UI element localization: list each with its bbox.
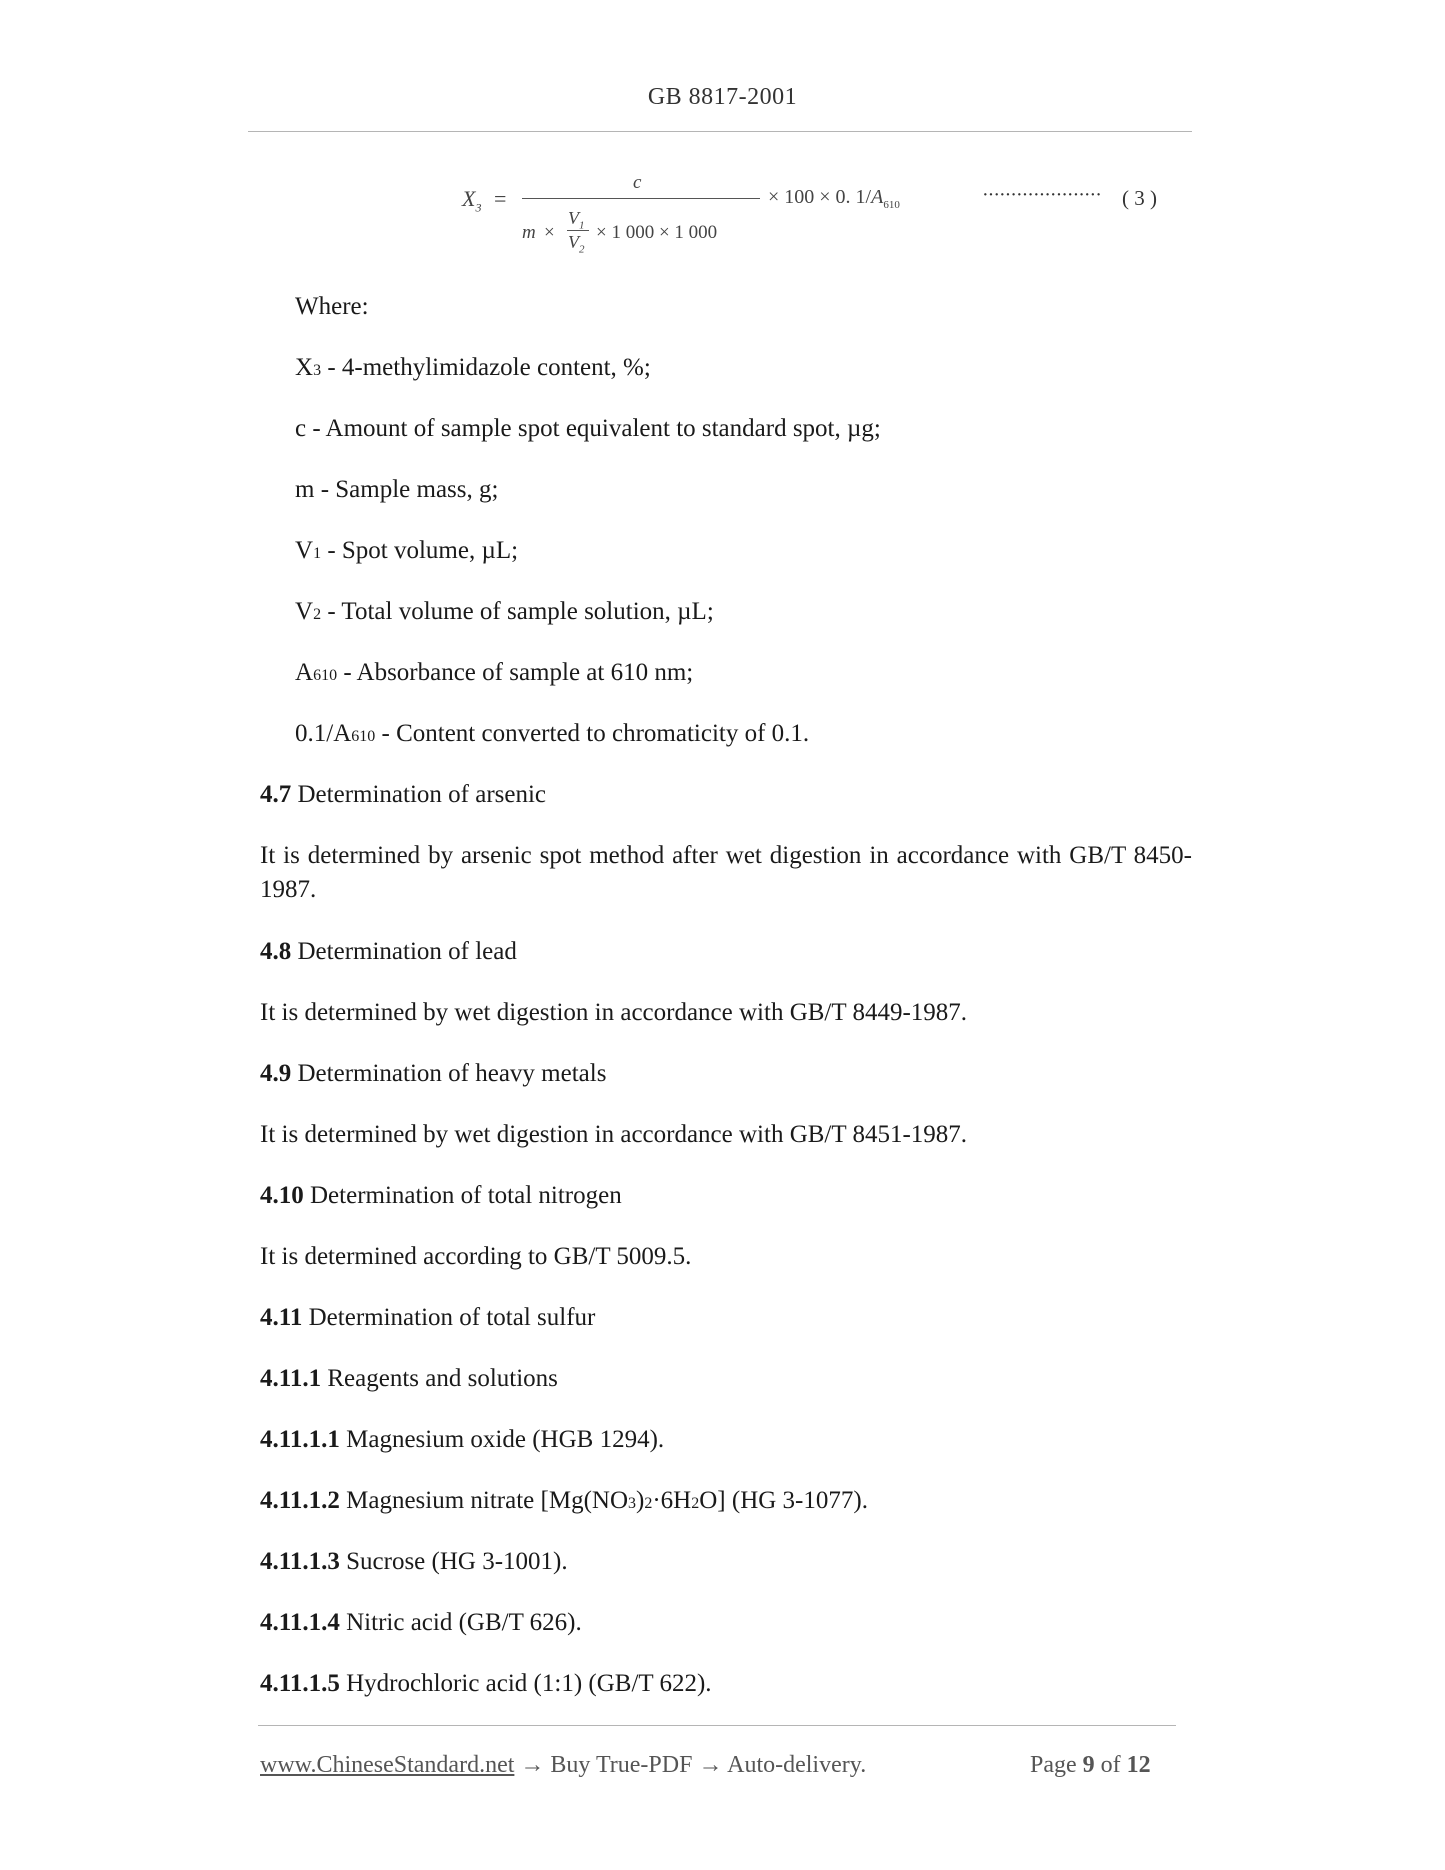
section-4-8-text: It is determined by wet digestion in accordance with GB/T 8449-1987. <box>260 999 968 1026</box>
def-a610: A610 - Absorbance of sample at 610 nm; <box>295 659 694 686</box>
formula-lhs: $X_3$ <box>462 186 482 215</box>
def-v1: V1 - Spot volume, µL; <box>295 537 519 564</box>
section-4-11-1-3: 4.11.1.3 Sucrose (HG 3-1001). <box>260 1548 568 1575</box>
def-c: c - Amount of sample spot equivalent to standard spot, µg; <box>295 415 881 442</box>
section-4-11-1-1: 4.11.1.1 Magnesium oxide (HGB 1294). <box>260 1426 665 1453</box>
section-4-8-heading: 4.8 Determination of lead <box>260 938 517 965</box>
formula-3: $X_3$ = c m × $V_1$ $V_2$ × 1 000 × 1 000 × 100 × 0. $1/A_{610}$ ····················· ( 3 ) <box>462 172 1157 256</box>
footer-divider <box>258 1725 1176 1726</box>
def-v2: V2 - Total volume of sample solution, µL; <box>295 598 714 625</box>
section-4-7-heading: 4.7 Determination of arsenic <box>260 781 547 808</box>
section-4-11-1-5: 4.11.1.5 Hydrochloric acid (1:1) (GB/T 622). <box>260 1670 712 1697</box>
header-divider <box>248 131 1192 132</box>
section-4-10-heading: 4.10 Determination of total nitrogen <box>260 1182 622 1209</box>
section-4-10-text: It is determined according to GB/T 5009.5. <box>260 1243 692 1270</box>
formula-tail: × 100 × 0. $1/A_{610}$ <box>768 186 900 211</box>
formula-leader-dots: ····················· <box>982 184 1101 206</box>
page-indicator: Page 9 of 12 <box>1030 1752 1151 1778</box>
section-4-7-text: It is determined by arsenic spot method after wet digestion in accordance with GB/T 8450-1987. <box>260 842 1192 903</box>
def-chromaticity: 0.1/A610 - Content converted to chromaticity of 0.1. <box>295 720 810 747</box>
formula-fraction-bar <box>522 198 760 199</box>
def-m: m - Sample mass, g; <box>295 476 499 503</box>
footer-promo: www.ChineseStandard.net → Buy True-PDF → Auto-delivery. <box>260 1752 867 1778</box>
section-4-9-heading: 4.9 Determination of heavy metals <box>260 1060 607 1087</box>
section-4-11-heading: 4.11 Determination of total sulfur <box>260 1304 596 1331</box>
section-4-9-text: It is determined by wet digestion in accordance with GB/T 8451-1987. <box>260 1121 968 1148</box>
section-4-11-1-heading: 4.11.1 Reagents and solutions <box>260 1365 558 1392</box>
page-header: GB 8817-2001 <box>647 84 798 110</box>
section-4-11-1-4: 4.11.1.4 Nitric acid (GB/T 626). <box>260 1609 582 1636</box>
where-label: Where: <box>295 293 369 320</box>
def-x3: X3 - 4-methylimidazole content, %; <box>295 354 651 381</box>
formula-numerator: c <box>633 172 642 193</box>
formula-equals: = <box>494 186 507 211</box>
formula-number: ( 3 ) <box>1122 186 1157 210</box>
site-link[interactable]: www.ChineseStandard.net <box>260 1752 515 1778</box>
section-4-11-1-2: 4.11.1.2 Magnesium nitrate [Mg(NO3)2·6H2O] (HG 3-1077). <box>260 1487 868 1514</box>
